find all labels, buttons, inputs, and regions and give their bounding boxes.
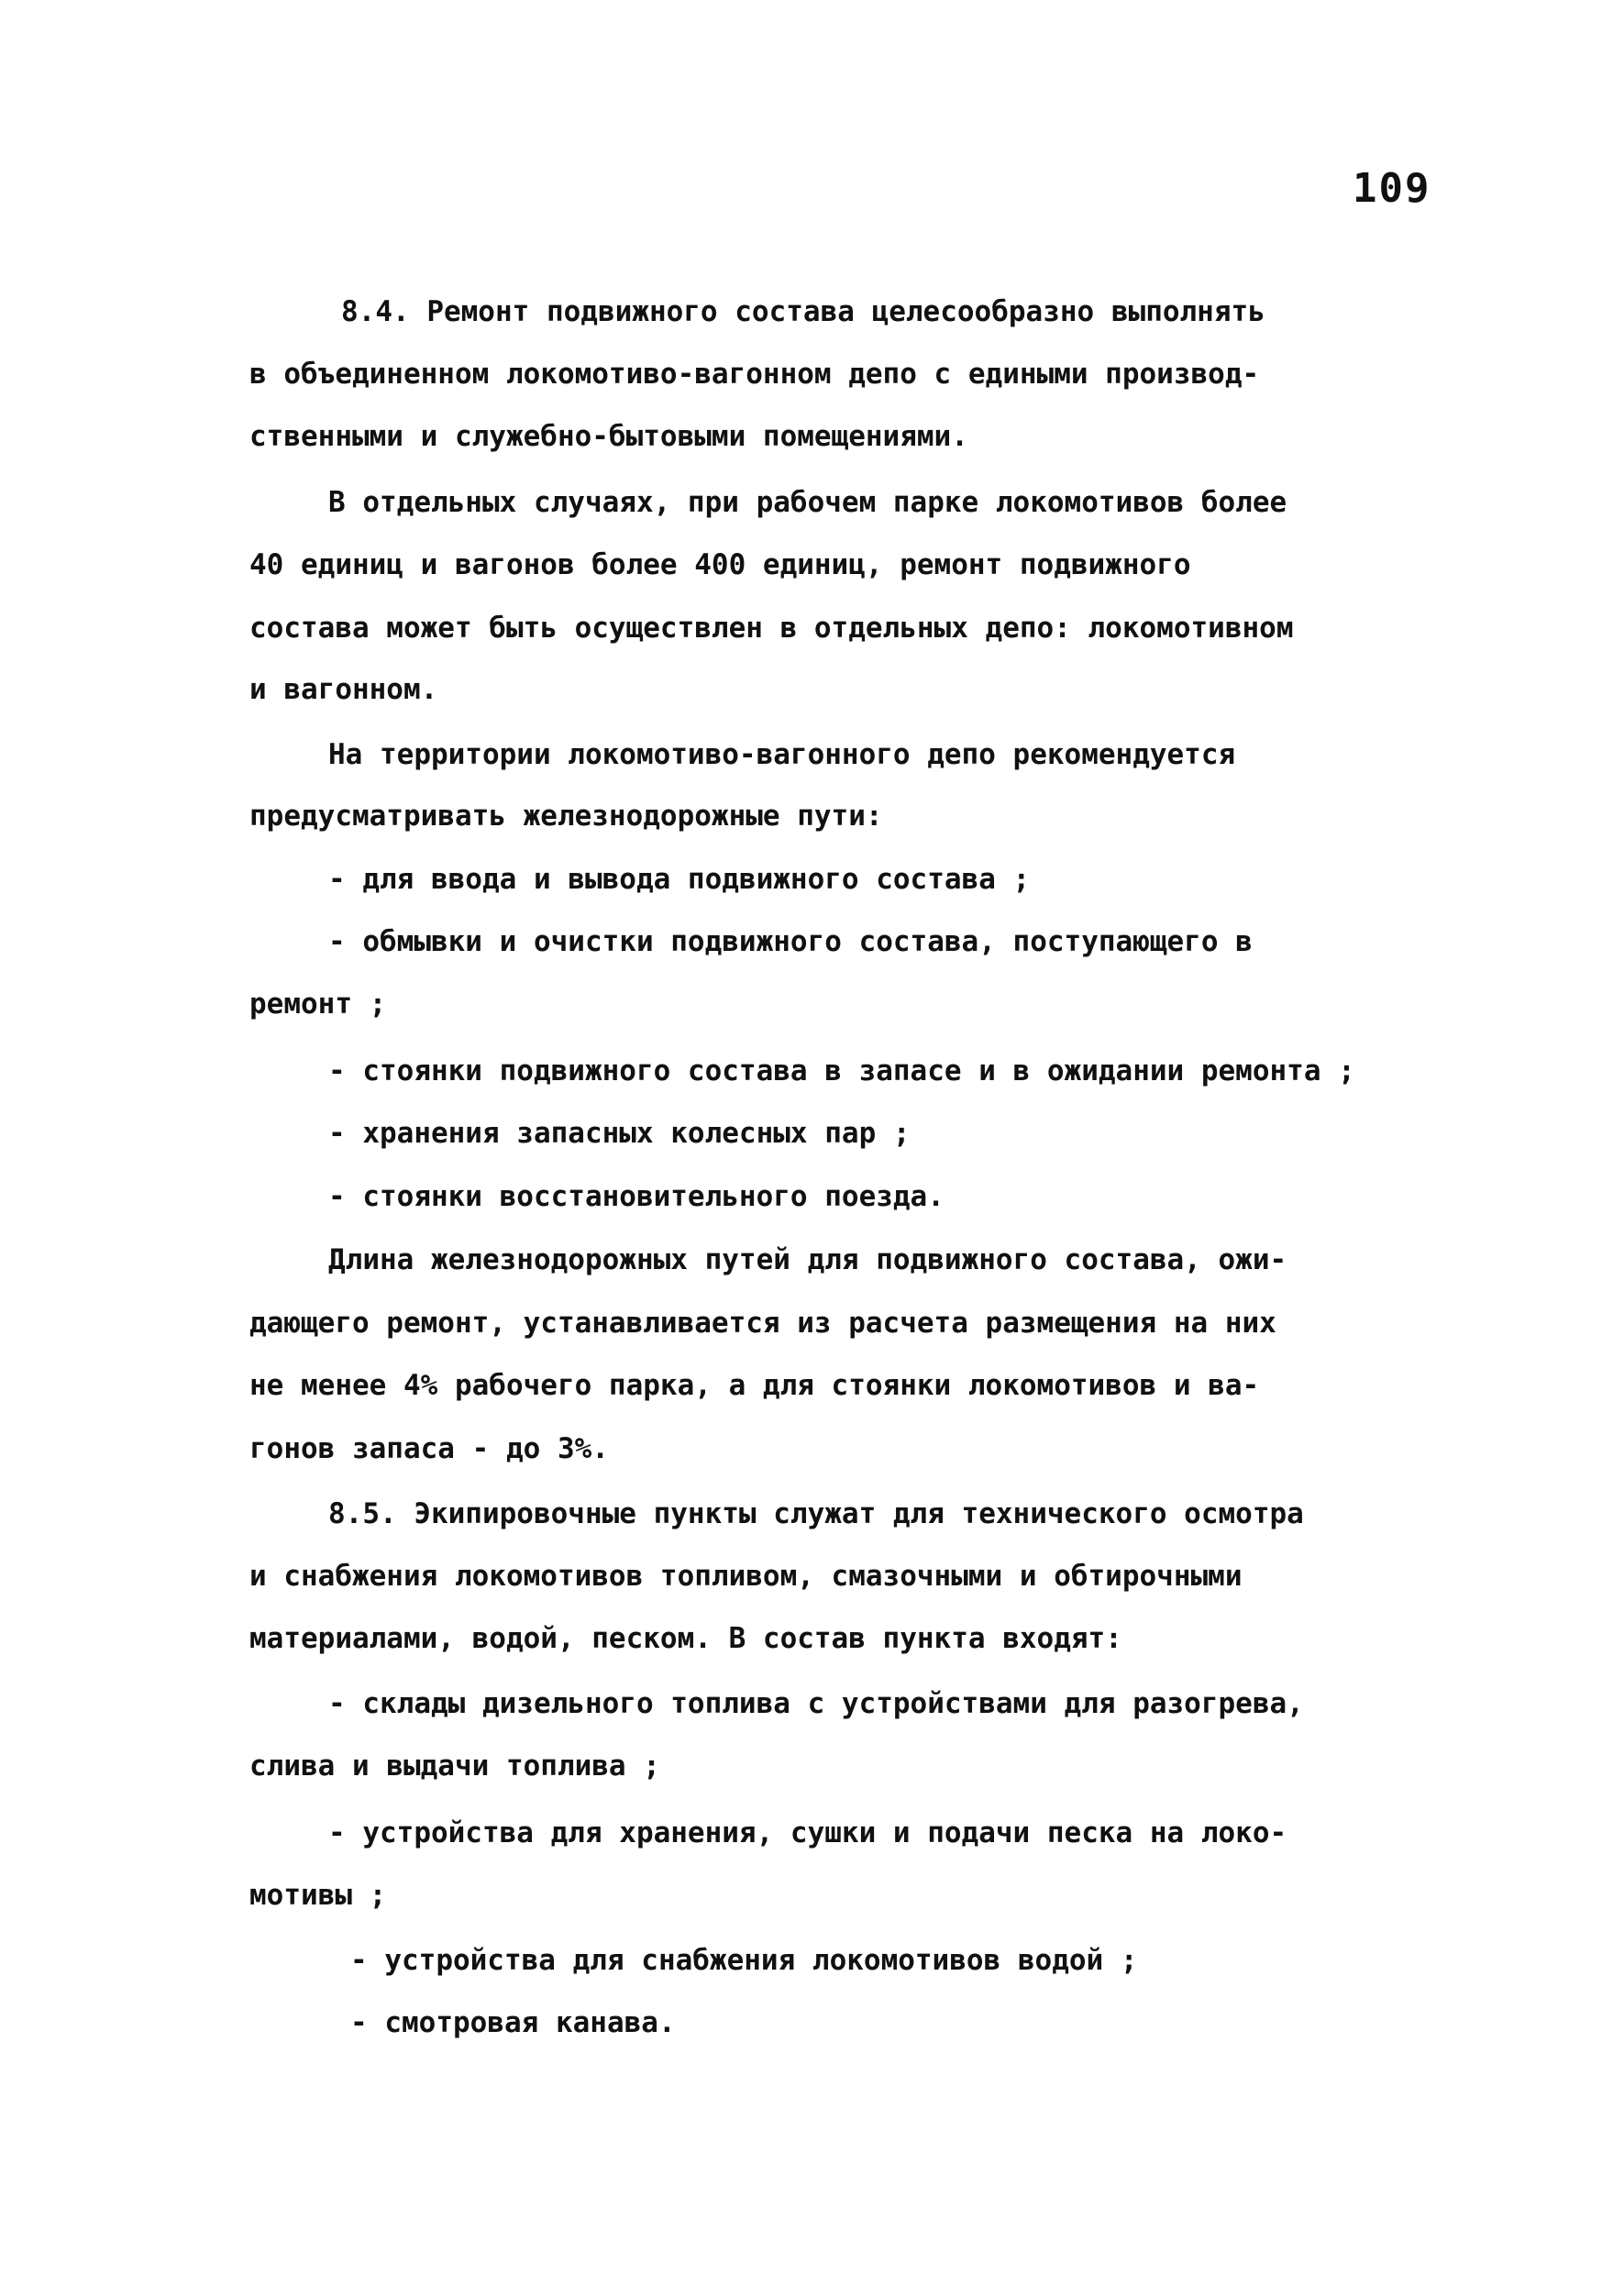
page-number: 109 [1353,165,1431,212]
text-line: не менее 4% рабочего парка, а для стоянки локомотивов и ва- [249,1369,1260,1402]
text-line: материалами, водой, песком. В состав пункта входят: [249,1622,1122,1655]
text-line: - обмывки и очистки подвижного состава, поступающего в [328,925,1253,958]
text-line: Длина железнодорожных путей для подвижного состава, ожи- [328,1243,1287,1276]
text-line: В отдельных случаях, при рабочем парке локомотивов более [328,486,1287,519]
text-line: предусматривать железнодорожные пути: [249,800,883,833]
text-line: слива и выдачи топлива ; [249,1750,660,1783]
text-line: 8.5. Экипировочные пункты служат для технического осмотра [328,1497,1304,1530]
text-line: На территории локомотиво-вагонного депо рекомендуется [328,738,1236,771]
text-line: и снабжения локомотивов топливом, смазочными и обтирочными [249,1560,1243,1593]
text-line: в объединенном локомотиво-вагонном депо с едиными производ- [249,358,1260,391]
text-line: ремонт ; [249,988,387,1021]
text-line: - хранения запасных колесных пар ; [328,1117,911,1150]
text-line: - стоянки восстановительного поезда. [328,1180,945,1213]
text-line: дающего ремонт, устанавливается из расчета размещения на них [249,1307,1276,1340]
text-line: мотивы ; [249,1879,387,1912]
text-line: - стоянки подвижного состава в запасе и в ожидании ремонта ; [328,1054,1355,1087]
text-line: - устройства для снабжения локомотивов водой ; [350,1944,1138,1977]
text-line: 40 единиц и вагонов более 400 единиц, ремонт подвижного [249,548,1191,581]
text-line: гонов запаса - до 3%. [249,1432,609,1465]
text-line: и вагонном. [249,673,438,706]
text-line: - устройства для хранения, сушки и подачи песка на локо- [328,1816,1287,1849]
text-line: 8.4. Ремонт подвижного состава целесообразно выполнять [341,295,1265,328]
text-line: - смотровая канава. [350,2006,676,2039]
text-line: состава может быть осуществлен в отдельных депо: локомотивном [249,612,1294,645]
text-line: - для ввода и вывода подвижного состава ; [328,863,1031,896]
text-line: - склады дизельного топлива с устройствами для разогрева, [328,1687,1304,1720]
text-line: ственными и служебно-бытовыми помещениями. [249,420,968,453]
